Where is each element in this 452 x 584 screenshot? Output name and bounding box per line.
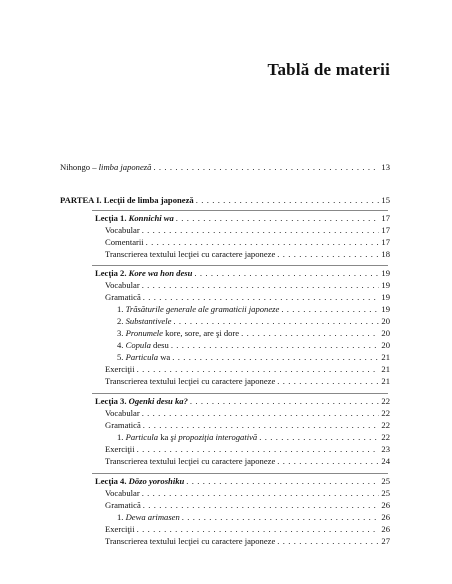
- leader-dots: [186, 476, 379, 487]
- page-number: 13: [381, 162, 390, 172]
- toc-entry-transcriere[interactable]: Transcrierea textului lecţiei cu caractere japoneze . . . 27: [105, 536, 390, 547]
- toc-entry-transcriere[interactable]: Transcrierea textului lecţiei cu caractere japoneze . . . 24: [105, 456, 390, 467]
- leader-dots: [196, 195, 380, 206]
- lesson-divider: [92, 473, 388, 474]
- leader-dots: [153, 162, 379, 173]
- toc-entry-subsection[interactable]: 5. Particula wa . . . 21: [117, 352, 390, 363]
- leader-dots: [194, 268, 379, 279]
- leader-dots: [176, 213, 380, 224]
- leader-dots: [190, 396, 380, 407]
- page-number: 22: [381, 396, 390, 406]
- toc-entry-lesson-1[interactable]: Lecţia 1. Konnichi wa . . . 17: [95, 213, 390, 224]
- page-title: Tablă de materii: [267, 60, 390, 79]
- page-number: 15: [381, 195, 390, 205]
- toc-entry-subsection[interactable]: 3. Pronumele kore, sore, are şi dore . . . 20: [117, 328, 390, 339]
- toc-entry-exercitii[interactable]: Exerciţii . . . 21: [105, 364, 390, 375]
- toc-entry-intro[interactable]: Nihongo – limba japoneză . . . 13: [60, 162, 390, 173]
- page-number: 17: [381, 213, 390, 223]
- toc-entry-exercitii[interactable]: Exerciţii . . . 26: [105, 524, 390, 535]
- toc-entry-subsection[interactable]: 1. Particula ka şi propoziţia interogativă . . . 22: [117, 432, 390, 443]
- toc-entry-exercitii[interactable]: Exerciţii . . . 23: [105, 444, 390, 455]
- toc-entry-gramatica[interactable]: Gramatică . . . 22: [105, 420, 390, 431]
- toc-entry-vocabular[interactable]: Vocabular . . . 19: [105, 280, 390, 291]
- lesson-divider: [92, 265, 388, 266]
- toc-entry-gramatica[interactable]: Gramatică . . . 19: [105, 292, 390, 303]
- toc-entry-subsection[interactable]: 4. Copula desu . . . 20: [117, 340, 390, 351]
- lesson-divider: [92, 393, 388, 394]
- toc-entry-lesson-3[interactable]: Lecţia 3. Ogenki desu ka? . . . 22: [95, 396, 390, 407]
- toc-entry-subsection[interactable]: 1. Trăsăturile generale ale gramaticii japoneze . . . 19: [117, 304, 390, 315]
- toc-entry-part-1[interactable]: PARTEA I. Lecţii de limba japoneză . . . 15: [60, 195, 390, 206]
- toc-entry-vocabular[interactable]: Vocabular . . . 17: [105, 225, 390, 236]
- toc-entry-subsection[interactable]: 1. Dewa arimasen . . . 26: [117, 512, 390, 523]
- page-number: 19: [381, 268, 390, 278]
- toc-entry-lesson-4[interactable]: Lecţia 4. Dōzo yoroshiku . . . 25: [95, 476, 390, 487]
- toc-entry-transcriere[interactable]: Transcrierea textului lecţiei cu caractere japoneze . . . 21: [105, 376, 390, 387]
- toc-entry-vocabular[interactable]: Vocabular . . . 22: [105, 408, 390, 419]
- toc-entry-subsection[interactable]: 2. Substantivele . . . 20: [117, 316, 390, 327]
- page-number: 25: [381, 476, 390, 486]
- toc-entry-lesson-2[interactable]: Lecţia 2. Kore wa hon desu . . . 19: [95, 268, 390, 279]
- toc-entry-gramatica[interactable]: Gramatică . . . 26: [105, 500, 390, 511]
- toc-entry-comentarii[interactable]: Comentarii . . . 17: [105, 237, 390, 248]
- toc-entry-vocabular[interactable]: Vocabular . . . 25: [105, 488, 390, 499]
- toc-entry-transcriere[interactable]: Transcrierea textului lecţiei cu caractere japoneze . . . 18: [105, 249, 390, 260]
- lesson-divider: [92, 210, 388, 211]
